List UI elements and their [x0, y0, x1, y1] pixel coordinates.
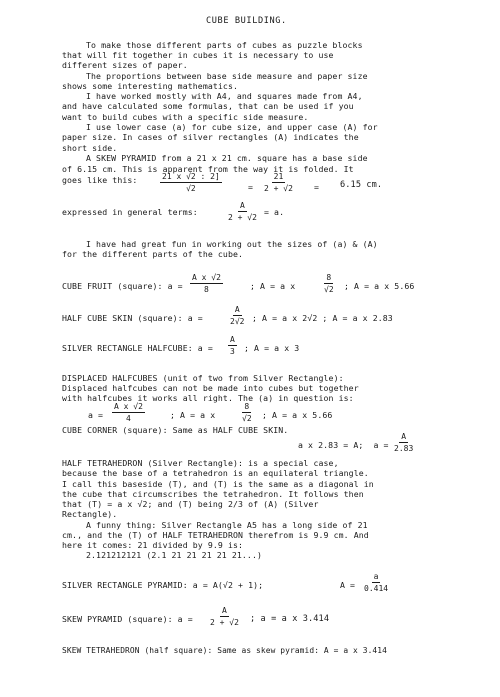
tetra-line: A funny thing: Silver Rectangle A5 has a long side of 21 [86, 520, 368, 530]
general-fraction [226, 201, 259, 222]
tetra-line: HALF TETRAHEDRON (Silver Rectangle): is a special case, [62, 458, 339, 468]
silver-pyramid-fraction [362, 572, 390, 593]
tetra-line: Rectangle). [62, 509, 118, 519]
cube-fruit-fraction-2-numerator: 8 [326, 273, 332, 282]
fun-line: I have had great fun in working out the sizes of (a) & (A) [86, 239, 378, 249]
tetra-line: 2.121212121 (2.1 21 21 21 21 21...) [86, 550, 263, 560]
intro-line: of 6.15 cm. This is apparent from the way it is folded. It [62, 164, 354, 174]
half-cube-skin-end: ; A = a x 2√2 ; A = a x 2.83 [252, 313, 393, 323]
cube-fruit-label: CUBE FRUIT (square): a = [62, 281, 183, 291]
cube-fruit-fraction-1 [190, 273, 223, 294]
intro-line: I use lower case (a) for cube size, and upper case (A) for [86, 122, 378, 132]
intro-line: The proportions between base side measure and paper size [86, 71, 368, 81]
cube-corner-line: CUBE CORNER (square): Same as HALF CUBE SKIN. [62, 425, 289, 435]
skew-square-end: ; a = a x 3.414 [250, 614, 330, 624]
tetra-line: because the base of a tetrahedron is an equilateral triangle. [62, 468, 369, 478]
tetra-line: that (T) = a x √2; and (T) being 2/3 of (A) (Silver [62, 499, 319, 509]
skew-fraction-1-denominator: √2 [186, 184, 196, 193]
general-fraction-numerator: A [240, 201, 245, 210]
cube-fruit-mid: ; A = a x [250, 281, 296, 291]
skew-tetra-line: SKEW TETRAHEDRON (half square): Same as skew pyramid: A = a x 3.414 [62, 646, 387, 655]
displaced-end: ; A = a x 5.66 [262, 410, 333, 420]
displaced-mid: ; A = a x [170, 410, 216, 420]
silver-pyramid-fraction-numerator: a [373, 572, 379, 581]
intro-line: different sizes of paper. [62, 60, 188, 70]
skew-fraction-2-denominator: 2 + √2 [264, 184, 293, 193]
displaced-fraction-2-denominator: √2 [242, 414, 252, 423]
intro-line: goes like this: [62, 175, 138, 185]
displaced-fraction-1-numerator: A x √2 [114, 402, 143, 411]
tetra-line: I call this basesidе (T), and (T) is the same as a diagonal in [62, 479, 374, 489]
intro-line: short side. [62, 143, 118, 153]
skew-square-label: SKEW PYRAMID (square): a = [62, 614, 193, 624]
half-cube-skin-fraction [228, 305, 246, 326]
skew-square-fraction-denominator: 2 + √2 [210, 618, 239, 627]
displaced-line: Displaced halfcubes can not be made into cubes but together [62, 383, 359, 393]
intro-line: shows some interesting mathematics. [62, 81, 239, 91]
intro-line: To make those different parts of cubes as puzzle blocks [86, 40, 363, 50]
cube-fruit-fraction-2 [322, 273, 336, 294]
displaced-line: with halfcubes it works all right. The (a) in question is: [62, 393, 354, 403]
cube-fruit-fraction-1-numerator: A x √2 [192, 273, 221, 282]
cube-fruit-end: ; A = a x 5.66 [344, 281, 415, 291]
silver-halfcube-end: ; A = a x 3 [244, 343, 300, 353]
displaced-line: DISPLACED HALFCUBES (unit of two from Silver Rectangle): [62, 373, 344, 383]
cube-fruit-fraction-1-denominator: 8 [204, 285, 209, 294]
silver-pyramid-fraction-denominator: 0.414 [364, 584, 389, 593]
skew-fraction-2-numerator: 21 [273, 172, 284, 181]
skew-square-fraction-numerator: A [222, 606, 227, 615]
half-cube-skin-fraction-numerator: A [234, 305, 240, 314]
silver-halfcube-fraction-numerator: A [230, 335, 235, 344]
displaced-fraction-1 [112, 402, 145, 423]
skew-equals-2: = [314, 182, 320, 192]
intro-line: and have calculated some formulas, that can be used if you [62, 101, 354, 111]
intro-line: I have worked mostly with A4, and squares made from A4, [86, 91, 363, 101]
half-cube-skin-label: HALF CUBE SKIN (square): a = [62, 313, 203, 323]
tetra-line: here it comes: 21 divided by 9.9 is: [62, 540, 244, 550]
fun-line: for the different parts of the cube. [62, 249, 244, 259]
skew-fraction-2 [262, 172, 295, 193]
half-cube-skin-fraction-denominator: 2√2 [230, 317, 245, 326]
intro-line: A SKEW PYRAMID from a 21 x 21 cm. square has a base side [86, 153, 368, 163]
displaced-pre: a = [88, 410, 104, 420]
skew-result: 6.15 cm. [340, 180, 383, 190]
skew-fraction-1 [160, 172, 222, 193]
general-rhs: = a. [264, 207, 285, 217]
corner-formula-text: a x 2.83 = A; a = [298, 440, 389, 450]
displaced-fraction-1-denominator: 4 [126, 414, 131, 423]
tetra-line: the cube that circumscribes the tetrahedron. It follows then [62, 489, 364, 499]
silver-halfcube-fraction [228, 335, 237, 356]
displaced-fraction-2 [240, 402, 254, 423]
silver-halfcube-fraction-denominator: 3 [230, 347, 235, 356]
page-title: CUBE BUILDING. [206, 16, 287, 26]
intro-line: want to build cubes with a specific side measure. [62, 112, 309, 122]
intro-line: that will fit together in cubes it is necessary to use [62, 50, 334, 60]
corner-fraction [392, 432, 415, 453]
skew-equals-1: = [248, 182, 254, 192]
skew-fraction-1-numerator: 21 x √2 : 2] [162, 172, 220, 181]
intro-line: paper size. In cases of silver rectangles (A) indicates the [62, 132, 359, 142]
corner-fraction-numerator: A [401, 432, 407, 441]
skew-square-fraction [208, 606, 241, 627]
cube-fruit-fraction-2-denominator: √2 [324, 285, 334, 294]
general-label: expressed in general terms: [62, 207, 198, 217]
general-fraction-denominator: 2 + √2 [228, 213, 257, 222]
silver-pyramid-mid: A = [340, 580, 356, 590]
tetra-line: cm., and the (T) of HALF TETRAHEDRON therefrom is 9.9 cm. And [62, 530, 369, 540]
silver-halfcube-label: SILVER RECTANGLE HALFCUBE: a = [62, 343, 213, 353]
corner-fraction-denominator: 2.83 [394, 444, 414, 453]
displaced-fraction-2-numerator: 8 [244, 402, 250, 411]
silver-pyramid-label: SILVER RECTANGLE PYRAMID: a = A(√2 + 1); [62, 580, 264, 590]
